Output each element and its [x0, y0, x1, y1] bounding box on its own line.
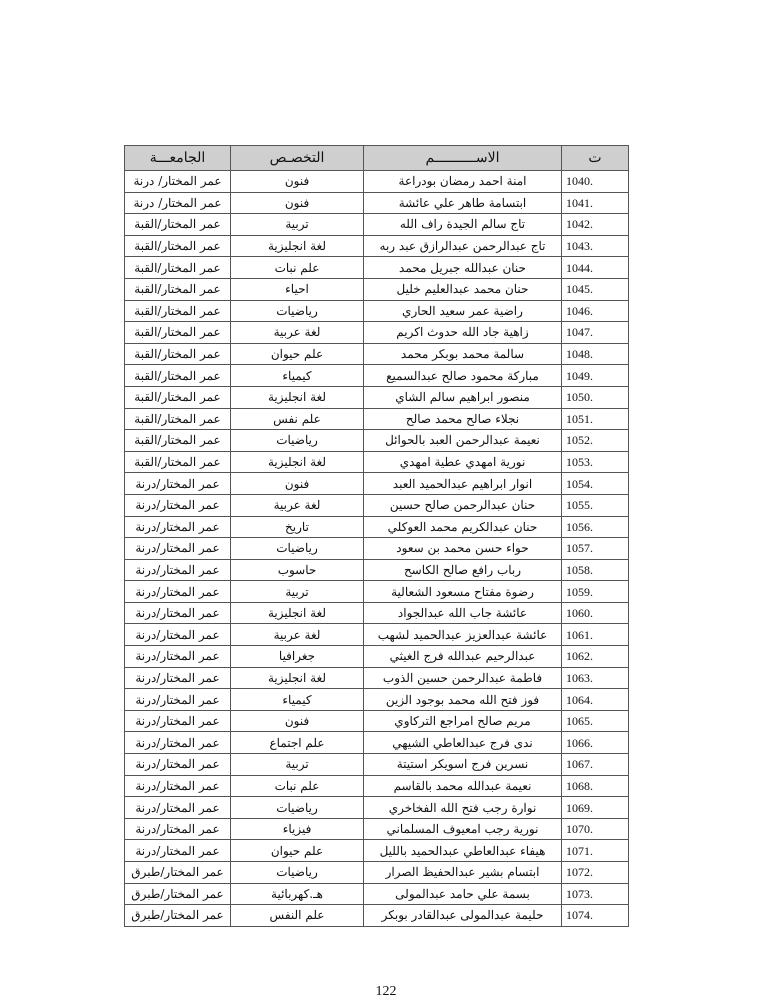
university-cell: عمر المختار/القبة: [125, 214, 231, 236]
number-cell: 1055.: [562, 494, 629, 516]
university-cell: عمر المختار/درنة: [125, 516, 231, 538]
university-cell: عمر المختار/درنة: [125, 667, 231, 689]
specialization-cell: علم نبات: [231, 775, 364, 797]
table-row: [125, 559, 629, 581]
name-cell: حنان عبدالكريم محمد العوكلي: [364, 516, 562, 538]
university-cell: عمر المختار/طبرق: [125, 862, 231, 884]
name-cell: هيفاء عبدالعاطي عبدالحميد بالليل: [364, 840, 562, 862]
university-cell: عمر المختار/درنة: [125, 624, 231, 646]
table-row: [125, 430, 629, 452]
specialization-cell: لغة انجليزية: [231, 451, 364, 473]
name-cell: عائشة جاب الله عبدالجواد: [364, 602, 562, 624]
name-cell: رباب رافع صالح الكاسح: [364, 559, 562, 581]
number-cell: 1047.: [562, 322, 629, 344]
university-cell: عمر المختار/درنة: [125, 732, 231, 754]
name-cell: حنان عبدالرحمن صالح حسين: [364, 494, 562, 516]
number-cell: 1067.: [562, 754, 629, 776]
university-cell: عمر المختار/درنة: [125, 710, 231, 732]
specialization-cell: فنون: [231, 710, 364, 732]
name-cell: نورية رجب امعيوف المسلماني: [364, 818, 562, 840]
name-cell: نعيمة عبدالرحمن العبد بالحوائل: [364, 430, 562, 452]
number-cell: 1063.: [562, 667, 629, 689]
table-row: [125, 235, 629, 257]
number-cell: 1050.: [562, 386, 629, 408]
table-row: [125, 322, 629, 344]
number-cell: 1069.: [562, 797, 629, 819]
university-cell: عمر المختار/درنة: [125, 559, 231, 581]
table-row: [125, 473, 629, 495]
specialization-cell: لغة انجليزية: [231, 386, 364, 408]
table-row: [125, 386, 629, 408]
university-cell: عمر المختار/درنة: [125, 775, 231, 797]
number-cell: 1070.: [562, 818, 629, 840]
university-cell: عمر المختار/القبة: [125, 408, 231, 430]
name-cell: رضوة مفتاح مسعود الشعالية: [364, 581, 562, 603]
name-cell: راضية عمر سعيد الحاري: [364, 300, 562, 322]
table-row: [125, 171, 629, 193]
number-cell: 1051.: [562, 408, 629, 430]
table-row: [125, 818, 629, 840]
table-row: [125, 667, 629, 689]
number-cell: 1049.: [562, 365, 629, 387]
specialization-cell: حاسوب: [231, 559, 364, 581]
table-row: [125, 862, 629, 884]
table-row: [125, 732, 629, 754]
table-row: [125, 581, 629, 603]
university-cell: عمر المختار/درنة: [125, 797, 231, 819]
name-cell: ابتسامة طاهر علي عائشة: [364, 192, 562, 214]
name-cell: نسرين فرج اسويكر استيتة: [364, 754, 562, 776]
name-cell: بسمة علي حامد عبدالمولى: [364, 883, 562, 905]
specialization-cell: لغة انجليزية: [231, 667, 364, 689]
name-cell: عبدالرحيم عبدالله فرج الغيثي: [364, 646, 562, 668]
table-row: [125, 710, 629, 732]
number-cell: 1073.: [562, 883, 629, 905]
table-row: [125, 451, 629, 473]
university-cell: عمر المختار/القبة: [125, 451, 231, 473]
table-row: [125, 300, 629, 322]
specialization-cell: علم حيوان: [231, 840, 364, 862]
table-row: [125, 192, 629, 214]
number-cell: 1072.: [562, 862, 629, 884]
name-cell: حنان محمد عبدالعليم خليل: [364, 278, 562, 300]
name-cell: حواء حسن محمد بن سعود: [364, 538, 562, 560]
name-cell: امنة احمد رمضان بودراعة: [364, 171, 562, 193]
table-row: [125, 624, 629, 646]
number-cell: 1064.: [562, 689, 629, 711]
table-header: [125, 146, 629, 171]
name-cell: زاهية جاد الله حدوث اكريم: [364, 322, 562, 344]
table-row: [125, 343, 629, 365]
specialization-cell: لغة عربية: [231, 322, 364, 344]
university-cell: عمر المختار/القبة: [125, 322, 231, 344]
specialization-cell: علم نبات: [231, 257, 364, 279]
university-cell: عمر المختار/درنة: [125, 473, 231, 495]
number-cell: 1062.: [562, 646, 629, 668]
table-row: [125, 775, 629, 797]
number-cell: 1061.: [562, 624, 629, 646]
university-cell: عمر المختار/درنة: [125, 754, 231, 776]
specialization-cell: علم نفس: [231, 408, 364, 430]
number-cell: 1043.: [562, 235, 629, 257]
table-row: [125, 365, 629, 387]
specialization-cell: فيزياء: [231, 818, 364, 840]
page-number: 122: [375, 984, 397, 999]
table-row: [125, 754, 629, 776]
name-cell: تاج سالم الجيدة راف الله: [364, 214, 562, 236]
name-cell: نورية امهدي عطية امهدي: [364, 451, 562, 473]
name-cell: تاج عبدالرحمن عبدالرازق عبد ربه: [364, 235, 562, 257]
university-cell: عمر المختار/درنة: [125, 818, 231, 840]
specialization-cell: جغرافيا: [231, 646, 364, 668]
name-cell: فاطمة عبدالرحمن حسين الذوب: [364, 667, 562, 689]
university-cell: عمر المختار/ درنة: [125, 192, 231, 214]
number-cell: 1074.: [562, 905, 629, 927]
table-body: [125, 171, 629, 927]
specialization-cell: لغة عربية: [231, 494, 364, 516]
name-cell: نعيمة عبدالله محمد بالقاسم: [364, 775, 562, 797]
name-cell: منصور ابراهيم سالم الشاي: [364, 386, 562, 408]
table-row: [125, 689, 629, 711]
number-cell: 1048.: [562, 343, 629, 365]
table-row: [125, 538, 629, 560]
students-table: [124, 145, 629, 927]
table-row: [125, 516, 629, 538]
number-cell: 1068.: [562, 775, 629, 797]
number-cell: 1071.: [562, 840, 629, 862]
table-row: [125, 494, 629, 516]
table-row: [125, 602, 629, 624]
table-row: [125, 278, 629, 300]
table-row: [125, 408, 629, 430]
table-row: [125, 646, 629, 668]
specialization-cell: لغة انجليزية: [231, 602, 364, 624]
specialization-cell: تاريخ: [231, 516, 364, 538]
specialization-cell: تربية: [231, 754, 364, 776]
university-cell: عمر المختار/القبة: [125, 235, 231, 257]
specialization-cell: رياضيات: [231, 300, 364, 322]
specialization-cell: فنون: [231, 473, 364, 495]
name-cell: ابتسام بشير عبدالحفيظ الصرار: [364, 862, 562, 884]
number-cell: 1056.: [562, 516, 629, 538]
specialization-cell: لغة عربية: [231, 624, 364, 646]
specialization-cell: رياضيات: [231, 797, 364, 819]
specialization-cell: فنون: [231, 171, 364, 193]
number-cell: 1052.: [562, 430, 629, 452]
specialization-cell: تربية: [231, 214, 364, 236]
number-cell: 1040.: [562, 171, 629, 193]
table-row: [125, 840, 629, 862]
number-cell: 1059.: [562, 581, 629, 603]
university-cell: عمر المختار/درنة: [125, 538, 231, 560]
table-row: [125, 257, 629, 279]
table-row: [125, 883, 629, 905]
number-cell: 1066.: [562, 732, 629, 754]
university-cell: عمر المختار/القبة: [125, 386, 231, 408]
table-row: [125, 214, 629, 236]
specialization-cell: كيمياء: [231, 365, 364, 387]
name-cell: نوارة رجب فتح الله الفخاخري: [364, 797, 562, 819]
number-cell: 1042.: [562, 214, 629, 236]
university-cell: عمر المختار/القبة: [125, 278, 231, 300]
number-cell: 1053.: [562, 451, 629, 473]
specialization-cell: فنون: [231, 192, 364, 214]
specialization-cell: رياضيات: [231, 862, 364, 884]
number-cell: 1058.: [562, 559, 629, 581]
number-cell: 1060.: [562, 602, 629, 624]
specialization-cell: تربية: [231, 581, 364, 603]
university-cell: عمر المختار/القبة: [125, 257, 231, 279]
university-cell: عمر المختار/القبة: [125, 300, 231, 322]
specialization-cell: احياء: [231, 278, 364, 300]
university-cell: عمر المختار/طبرق: [125, 883, 231, 905]
specialization-cell: رياضيات: [231, 538, 364, 560]
university-cell: عمر المختار/القبة: [125, 343, 231, 365]
specialization-cell: رياضيات: [231, 430, 364, 452]
number-cell: 1057.: [562, 538, 629, 560]
number-cell: 1046.: [562, 300, 629, 322]
header-specialization: التخصـص: [231, 146, 364, 171]
name-cell: عائشة عبدالعزيز عبدالحميد لشهب: [364, 624, 562, 646]
name-cell: انوار ابراهيم عبدالحميد العبد: [364, 473, 562, 495]
name-cell: مباركة محمود صالح عبدالسميع: [364, 365, 562, 387]
number-cell: 1065.: [562, 710, 629, 732]
university-cell: عمر المختار/درنة: [125, 689, 231, 711]
university-cell: عمر المختار/ درنة: [125, 171, 231, 193]
header-university: الجامعـــة: [125, 146, 231, 171]
specialization-cell: كيمياء: [231, 689, 364, 711]
number-cell: 1045.: [562, 278, 629, 300]
number-cell: 1054.: [562, 473, 629, 495]
name-cell: حنان عبدالله جبريل محمد: [364, 257, 562, 279]
specialization-cell: علم النفس: [231, 905, 364, 927]
university-cell: عمر المختار/درنة: [125, 602, 231, 624]
university-cell: عمر المختار/درنة: [125, 581, 231, 603]
university-cell: عمر المختار/القبة: [125, 365, 231, 387]
number-cell: 1044.: [562, 257, 629, 279]
university-cell: عمر المختار/القبة: [125, 430, 231, 452]
name-cell: نجلاء صالح محمد صالح: [364, 408, 562, 430]
table-row: [125, 905, 629, 927]
specialization-cell: لغة انجليزية: [231, 235, 364, 257]
name-cell: فوز فتح الله محمد بوجود الزين: [364, 689, 562, 711]
name-cell: ندى فرج عبدالعاطي الشيهي: [364, 732, 562, 754]
specialization-cell: هـ.كهربائية: [231, 883, 364, 905]
university-cell: عمر المختار/درنة: [125, 494, 231, 516]
name-cell: حليمة عبدالمولى عبدالقادر بوبكر: [364, 905, 562, 927]
header-number: ت: [562, 146, 629, 171]
specialization-cell: علم حيوان: [231, 343, 364, 365]
number-cell: 1041.: [562, 192, 629, 214]
name-cell: مريم صالح امراجع التركاوي: [364, 710, 562, 732]
name-cell: سالمة محمد بوبكر محمد: [364, 343, 562, 365]
university-cell: عمر المختار/درنة: [125, 646, 231, 668]
university-cell: عمر المختار/طبرق: [125, 905, 231, 927]
header-name: الاســــــــــم: [364, 146, 562, 171]
header-row: [125, 146, 629, 171]
university-cell: عمر المختار/درنة: [125, 840, 231, 862]
specialization-cell: علم اجتماع: [231, 732, 364, 754]
table-row: [125, 797, 629, 819]
